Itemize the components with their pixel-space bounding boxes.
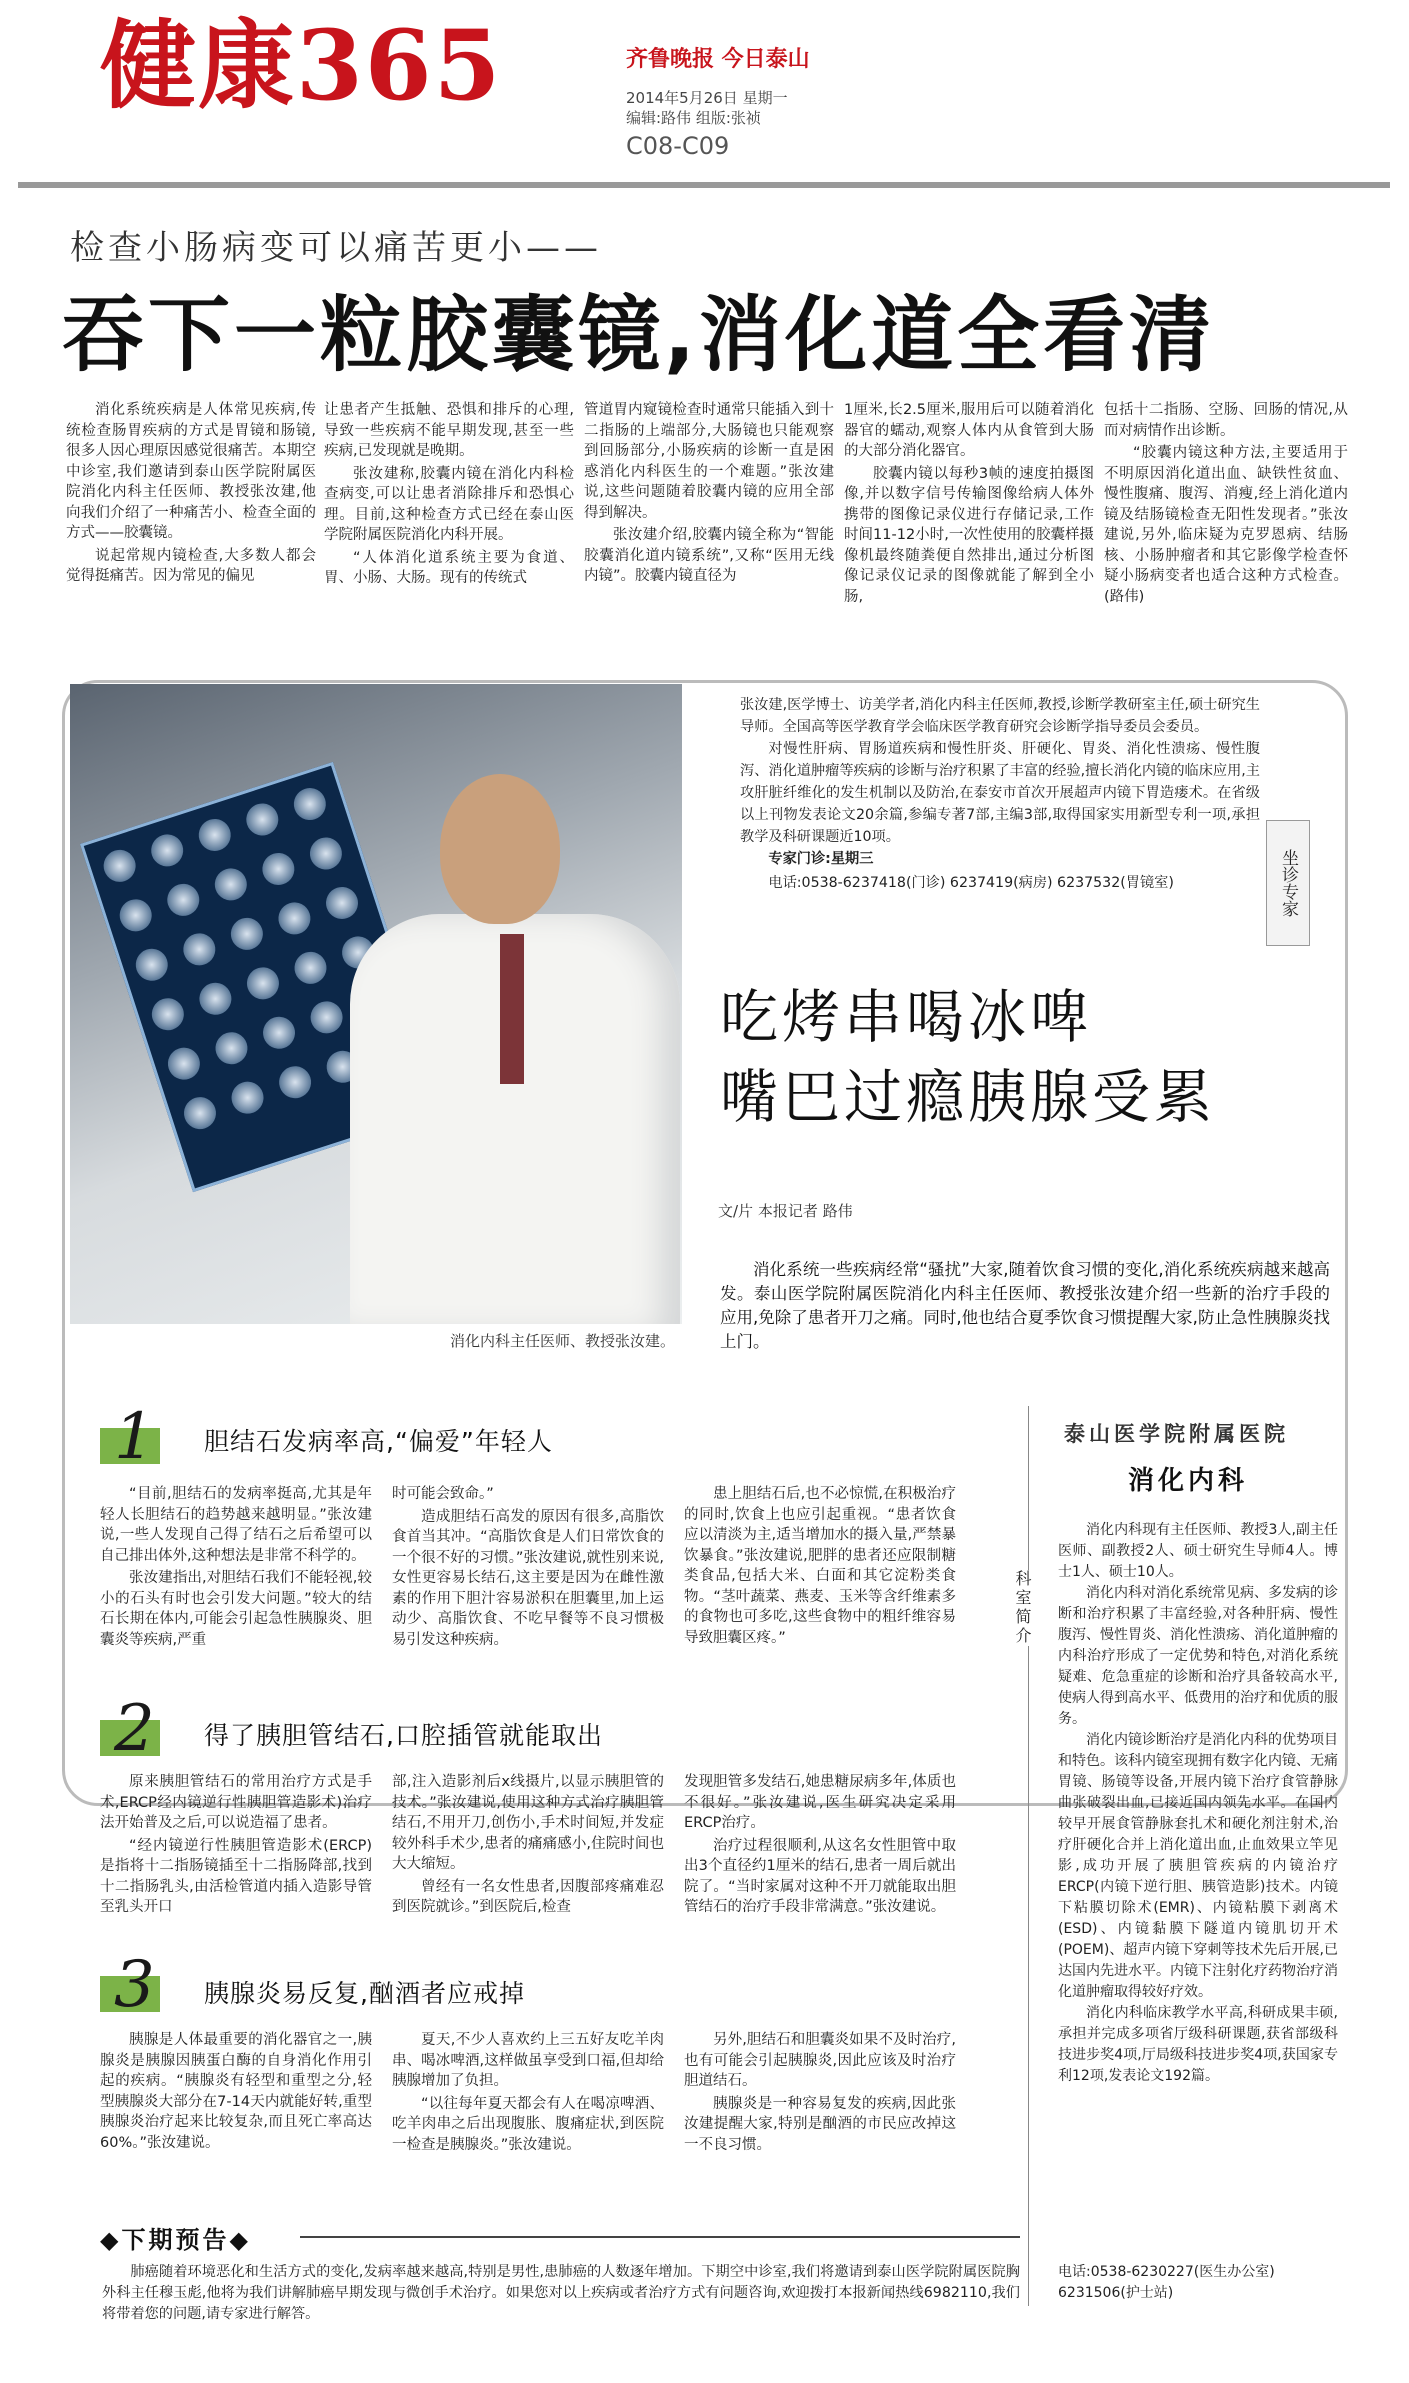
section-number-1: 1 (100, 1410, 156, 1466)
section-2-column-2: 部,注入造影剂后x线摄片,以显示胰胆管的技术。”张汝建说,使用这种方式治疗胰胆管结石,不用开刀,创伤小,手术时间短,并发症较外科手术少,患者的痛痛感小,住院时间也大大缩短。 曾经有一名女性患者,因腹部疼痛难忍到医院就诊。”到医院后,检查 (392, 1774, 664, 1915)
feature-headline-line2: 嘴巴过瘾胰腺受累 (720, 1063, 1217, 1131)
page-range: C08-C09 (626, 132, 730, 160)
doctor-tie (500, 934, 524, 1084)
section-3-column-1: 胰腺是人体最重要的消化器官之一,胰腺炎是胰腺因胰蛋白酶的自身消化作用引起的疾病。“胰腺炎有轻型和重型之分,轻型胰腺炎大部分在7-14天内就能好转,重型胰腺炎治疗起来比较复杂,而且死亡率高达60%。”张汝建说。 (100, 2032, 372, 2151)
story-column-4: 1厘米,长2.5厘米,服用后可以随着消化器官的蠕动,观察人体内从食管到大肠的大部分消化器官。 胶囊内镜以每秒3帧的速度拍摄图像,并以数字信号传输图像给病人体外携带的图像记录仪进行存储记录,工作时间11-12小时,一次性使用的胶囊样摄像机最终随粪便自然排出,通过分析图像记录仪记录的图像就能了解到全小肠, (844, 402, 1094, 605)
department-intro: 消化内科现有主任医师、教授3人,副主任医师、副教授2人、硕士研究生导师4人。博士1人、硕士10人。 消化内科对消化系统常见病、多发病的诊断和治疗积累了丰富经验,对各种肝病、慢性腹泻、慢性胃炎、消化性溃疡、消化道肿瘤的内科治疗形成了一定优势和特色,对消化系统疑难、危急重症的诊断和治疗具备较高水平,使病人得到高水平、低费用的治疗和优质的服务。 消化内镜诊断治疗是消化内科的优势项目和特色。该科内镜室现拥有数字化内镜、无痛胃镜、肠镜等设备,开展内镜下治疗食管静脉曲张破裂出血,已接近国内领先水平。在国内较早开展食管静脉套扎术和硬化剂注射术,治疗肝硬化合并上消化道出血,止血效果立竿见影,成功开展了胰胆管疾病的内镜治疗ERCP(内镜下逆行胆、胰管造影)技术。内镜下粘膜切除术(EMR)、内镜粘膜下剥离术(ESD)、内镜黏膜下隧道内镜肌切开术(POEM)、超声内镜下穿刺等技术先后开展,已达国内先进水平。内镜下注射化疗药物治疗消化道肿瘤取得较好疗效。 消化内科临床教学水平高,科研成果丰硕,承担并完成多项省厅级科研课题,获省部级科技进步奖4项,厅局级科技进步奖4项,获国家专利12项,发表论文192篇。 (1058, 1522, 1338, 2084)
expert-profile (740, 694, 1260, 894)
section-3-column-2: 夏天,不少人喜欢约上三五好友吃羊肉串、喝冰啤酒,这样做虽享受到口福,但却给胰腺增加了负担。 “以往每年夏天都会有人在喝凉啤酒、吃羊肉串之后出现腹胀、腹痛症状,到医院一检查是胰腺炎。”张汝建说。 (392, 2032, 664, 2153)
header-rule (18, 182, 1390, 188)
masthead-title: 健康365 (100, 9, 503, 122)
story-headline: 吞下一粒胶囊镜,消化道全看清 (62, 288, 1216, 383)
issue-meta (626, 88, 788, 128)
section-title-3: 胰腺炎易反复,酗酒者应戒掉 (204, 1979, 525, 2008)
next-issue-text: 肺癌随着环境恶化和生活方式的变化,发病率越来越高,特别是男性,患肺癌的人数逐年增加。下期空中诊室,我们将邀请到泰山医学院附属医院胸外科主任穆玉彪,他将为我们讲解肺癌早期发现与微创手术治疗。如果您对以上疾病或者治疗方式有问题咨询,欢迎拨打本报新闻热线6982110,我们将带着您的问题,请专家进行解答。 (102, 2264, 1020, 2322)
department-name: 消化内科 (1128, 1466, 1249, 1496)
profile-expertise: 对慢性肝病、胃肠道疾病和慢性肝炎、肝硬化、胃炎、消化性溃疡、慢性腹泻、消化道肿瘤等疾病的诊断与治疗积累了丰富的经验,擅长消化内镜的临床应用,主攻肝脏纤维化的发生机制以及防治,在泰安市首次开展超声内镜下胃造瘘术。在省级以上刊物发表论文20余篇,参编专著7部,主编3部,取得国家实用新型专利一项,承担教学及科研课题近10项。 (740, 741, 1260, 845)
photo-caption: 消化内科主任医师、教授张汝建。 (450, 1332, 676, 1350)
section-2-column-1: 原来胰胆管结石的常用治疗方式是手术,ERCP经内镜逆行性胰胆管造影术)治疗法开始普及之后,可以说造福了患者。 “经内镜逆行性胰胆管造影术(ERCP)是指将十二指肠镜插至十二指肠降部,找到十二指肠乳头,由活检管道内插入造影导管至乳头开口 (100, 1774, 372, 1915)
dept-intro-tag: 科室简介 (1010, 1570, 1034, 1646)
section-number-2: 2 (100, 1702, 156, 1758)
profile-phone: 电话:0538-6237418(门诊) 6237419(病房) 6237532(胃镜室) (768, 875, 1174, 891)
editor-line: 编辑:路伟 组版:张祯 (626, 109, 761, 127)
expert-tag: 坐诊专家 (1266, 820, 1310, 946)
department-contact: 电话:0538-6230227(医生办公室) 6231506(护士站) (1058, 2264, 1275, 2301)
section-title-2: 得了胰胆管结石,口腔插管就能取出 (204, 1721, 603, 1750)
section-title-1: 胆结石发病率高,“偏爱”年轻人 (204, 1427, 553, 1456)
sidebar-divider (1028, 1406, 1029, 2306)
section-3-column-3: 另外,胆结石和胆囊炎如果不及时治疗,也有可能会引起胰腺炎,因此应该及时治疗胆道结石。 胰腺炎是一种容易复发的疾病,因此张汝建提醒大家,特别是酗酒的市民应改掉这一不良习惯。 (684, 2032, 956, 2153)
next-issue-rule (300, 2236, 1020, 2238)
story-column-1: 消化系统疾病是人体常见疾病,传统检查肠胃疾病的方式是胃镜和肠镜,很多人因心理原因感觉很痛苦。本期空中诊室,我们邀请到泰山医学院附属医院消化内科主任医师、教授张汝建,他向我们介绍了一种痛苦小、检查全面的方式——胶囊镜。 说起常规内镜检查,大多数人都会觉得挺痛苦。因为常见的偏见 (66, 402, 316, 584)
section-2-column-3: 发现胆管多发结石,她患糖尿病多年,体质也不很好。”张汝建说,医生研究决定采用ERCP治疗。 治疗过程很顺利,从这名女性胆管中取出3个直径约1厘米的结石,患者一周后就出院了。“当时家属对这种不开刀就能取出胆管结石的治疗手段非常满意。”张汝建说。 (684, 1774, 956, 1915)
feature-lead: 消化系统一些疾病经常“骚扰”大家,随着饮食习惯的变化,消化系统疾病越来越高发。泰山医学院附属医院消化内科主任医师、教授张汝建介绍一些新的治疗手段的应用,免除了患者开刀之痛。同时,他也结合夏季饮食习惯提醒大家,防止急性胰腺炎找上门。 (720, 1260, 1330, 1351)
next-issue-title: ◆下期预告◆ (100, 2226, 251, 2254)
feature-headline-line1: 吃烤串喝冰啤 (720, 983, 1093, 1051)
date-line: 2014年5月26日 星期一 (626, 89, 788, 107)
hospital-name: 泰山医学院附属医院 (1064, 1421, 1289, 1446)
newspaper-brand: 齐鲁晚报 今日泰山 (626, 47, 810, 72)
profile-intro: 张汝建,医学博士、访美学者,消化内科主任医师,教授,诊断学教研室主任,硕士研究生导师。全国高等医学教育学会临床医学教育研究会诊断学指导委员会委员。 (740, 697, 1260, 735)
section-1-column-2: 时可能会致命。” 造成胆结石高发的原因有很多,高脂饮食首当其冲。“高脂饮食是人们日常饮食的一个很不好的习惯。”张汝建说,就性别来说,女性更容易长结石,这主要是因为在雌性激素的作用下胆汁容易淤积在胆囊里,加上运动少、高脂饮食、不吃早餐等不良习惯极易引发这种疾病。 (392, 1486, 664, 1648)
story-kicker: 检查小肠病变可以痛苦更小—— (70, 228, 602, 268)
doctor-photo (70, 684, 682, 1324)
doctor-head (440, 774, 560, 924)
section-1-column-1: “目前,胆结石的发病率挺高,尤其是年轻人长胆结石的趋势越来越明显。”张汝建说,一些人发现自己得了结石之后希望可以自己排出体外,这种想法是非常不科学的。 张汝建指出,对胆结石我们不能轻视,较小的石头有时也会引发大问题。”较大的结石长期在体内,可能会引起急性胰腺炎、胆囊炎等疾病,严重 (100, 1486, 372, 1648)
section-1-column-3: 患上胆结石后,也不必惊慌,在积极治疗的同时,饮食上也应引起重视。“患者饮食应以清淡为主,适当增加水的摄入量,严禁暴饮暴食。”张汝建说,肥胖的患者还应限制糖类食品,包括大米、白面和其它淀粉类食物。“茎叶蔬菜、燕麦、玉米等含纤维素多的食物也可多吃,这些食物中的粗纤维容易导致胆囊区疼。” (684, 1486, 956, 1646)
profile-clinic-day: 专家门诊:星期三 (768, 851, 874, 867)
story-column-3: 管道胃内窥镜检查时通常只能插入到十二指肠的上端部分,大肠镜也只能观察到回肠部分,小肠疾病的诊断一直是困惑消化内科医生的一个难题。”张汝建说,这些问题随着胶囊内镜的应用全部得到解决。 张汝建介绍,胶囊内镜全称为“智能胶囊消化道内镜系统”,又称“医用无线内镜”。胶囊内镜直径为 (584, 402, 834, 584)
story-column-5: 包括十二指肠、空肠、回肠的情况,从而对病情作出诊断。 “胶囊内镜这种方法,主要适用于不明原因消化道出血、缺铁性贫血、慢性腹痛、腹泻、消瘦,经上消化道内镜及结肠镜检查无阳性发现者。”张汝建说,另外,临床疑为克罗恩病、结肠核、小肠肿瘤者和其它影像学检查怀疑小肠病变者也适合这种方式检查。(路伟) (1104, 402, 1348, 605)
byline: 文/片 本报记者 路伟 (718, 1202, 853, 1220)
section-number-3: 3 (100, 1958, 156, 2014)
story-column-2: 让患者产生抵触、恐惧和排斥的心理,导致一些疾病不能早期发现,甚至一些疾病,已发现就是晚期。 张汝建称,胶囊内镜在消化内科检查病变,可以让患者消除排斥和恐惧心理。目前,这种检查方式已经在泰山医学院附属医院消化内科开展。 “人体消化道系统主要为食道、胃、小肠、大肠。现有的传统式 (324, 402, 574, 586)
